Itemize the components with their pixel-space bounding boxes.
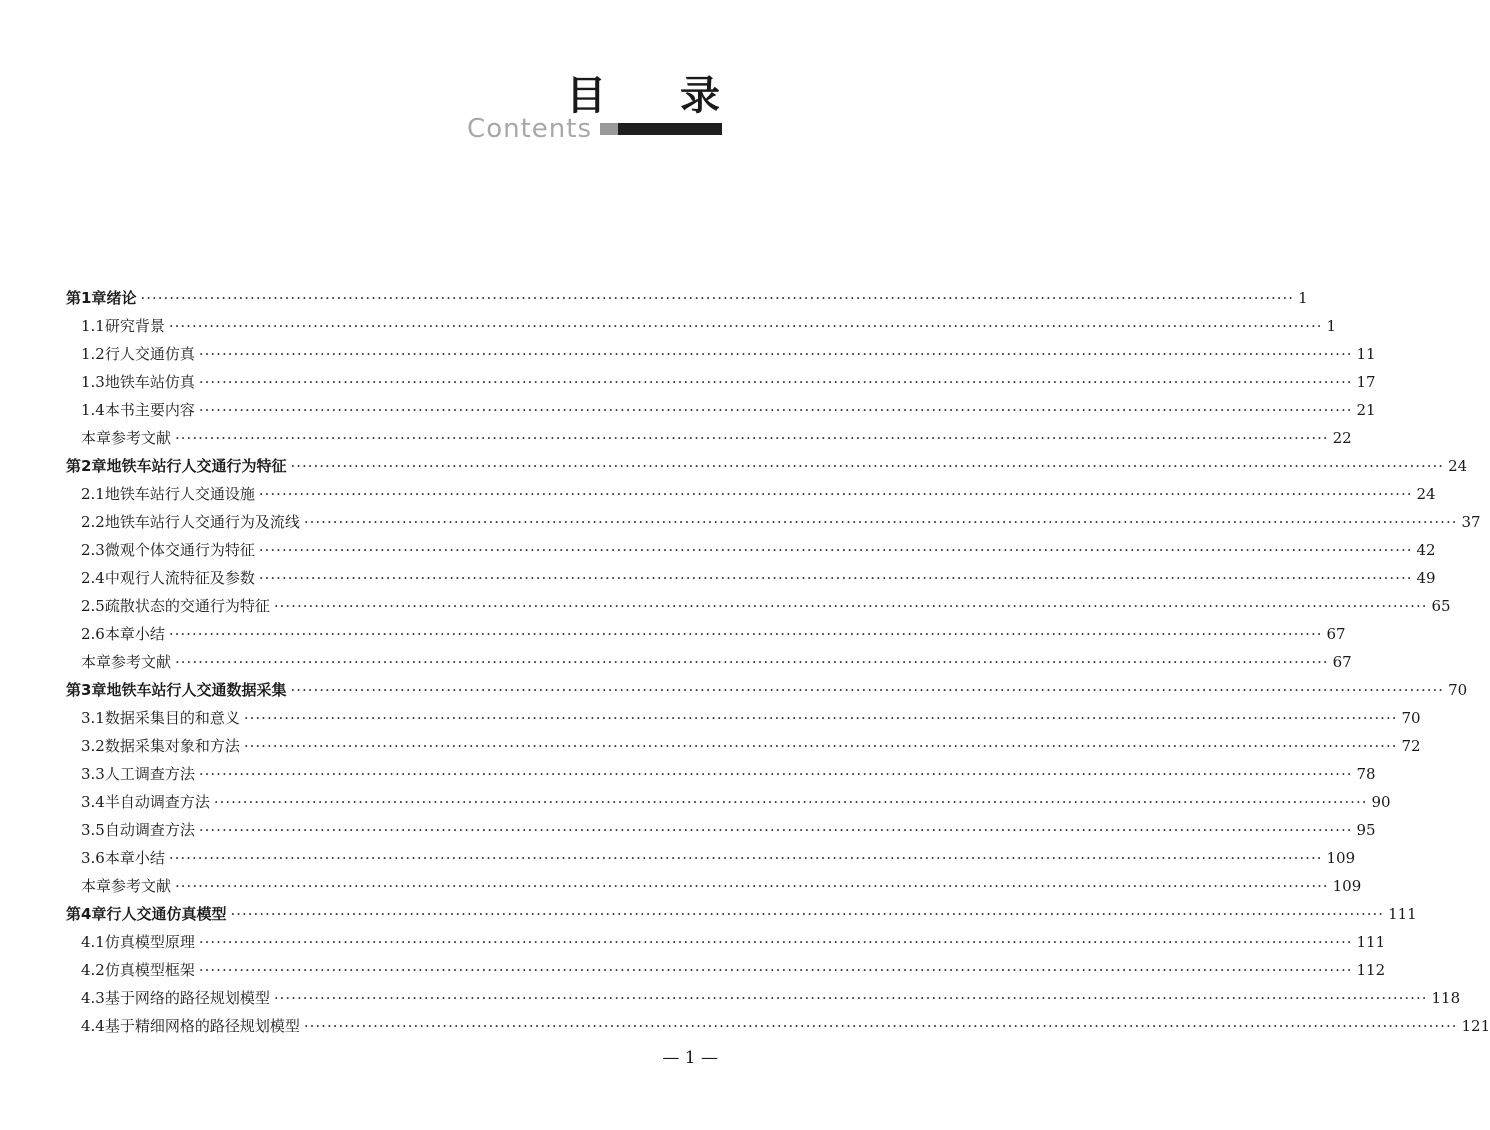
toc-leader-dots: ········································································································································································································ [198,933,1353,951]
toc-entry-label: 研究背景 [104,317,165,335]
toc-entry-number: 4.4 [81,1017,105,1035]
toc-entry-page: 49 [1416,569,1436,587]
toc-entry-number: 3.1 [81,709,105,727]
toc-entry-label: 本书主要内容 [104,401,195,419]
toc-leader-dots: ········································································································································································································ [273,597,1428,615]
toc-entry-label: 地铁车站行人交通设施 [104,485,255,503]
toc-references-entry[interactable] [66,424,1352,452]
toc-entry-page: 112 [1356,961,1386,979]
toc-entry-number: 1.4 [81,401,105,419]
toc-leader-dots: ········································································································································································································ [168,625,1323,643]
toc-entry-number: 2.4 [81,569,105,587]
toc-entry-page: 109 [1332,877,1362,895]
toc-entry-label: 数据采集目的和意义 [104,709,240,727]
toc-entry-label: 基于精细网格的路径规划模型 [104,1017,300,1035]
page-number: — 1 — [662,1048,718,1068]
toc-entry-page: 67 [1326,625,1346,643]
toc-entry-label: 行人交通仿真 [104,345,195,363]
toc-entry-label: 本章小结 [104,849,165,867]
toc-entry-page: 1 [1298,289,1308,307]
toc-section-entry[interactable] [66,732,1421,760]
toc-entry-number: 2.6 [81,625,105,643]
toc-leader-dots: ········································································································································································································ [258,569,1413,587]
toc-entry-label: 基于网络的路径规划模型 [104,989,270,1007]
toc-entry-number: 第2章 [66,457,107,475]
toc-leader-dots: ········································································································································································································ [303,513,1458,531]
toc-entry-number: 3.2 [81,737,105,755]
toc-entry-number: 第1章 [66,289,107,307]
toc-entry-page: 111 [1388,905,1417,923]
toc-entry-number: 4.3 [81,989,105,1007]
toc-entry-page: 95 [1356,821,1376,839]
toc-entry-number: 2.2 [81,513,105,531]
toc-entry-label: 行人交通仿真模型 [106,905,227,923]
toc-entry-page: 90 [1371,793,1391,811]
toc-leader-dots: ········································································································································································································ [243,737,1398,755]
toc-entry-label: 自动调查方法 [104,821,195,839]
toc-entry-label: 本章参考文献 [81,653,172,671]
toc-leader-dots: ········································································································································································································ [273,989,1428,1007]
toc-section-entry[interactable] [66,564,1436,592]
toc-chapter-entry[interactable] [66,676,1468,704]
toc-entry-page: 67 [1332,653,1352,671]
toc-references-entry[interactable] [66,872,1362,900]
toc-entry-page: 11 [1356,345,1376,363]
toc-leader-dots: ········································································································································································································ [303,1017,1458,1035]
toc-entry-label: 仿真模型原理 [104,933,195,951]
toc-leader-dots: ········································································································································································································ [198,961,1353,979]
toc-entry-label: 地铁车站仿真 [104,373,195,391]
toc-entry-number: 1.2 [81,345,105,363]
toc-chapter-entry[interactable] [66,452,1468,480]
toc-entry-page: 65 [1431,597,1451,615]
toc-entry-label: 本章小结 [104,625,165,643]
toc-leader-dots: ········································································································································································································ [175,877,1329,895]
toc-section-entry[interactable] [66,788,1391,816]
toc-entry-number: 4.2 [81,961,105,979]
toc-entry-number: 2.1 [81,485,105,503]
page-title: 目 录 [566,73,750,119]
toc-entry-label: 人工调查方法 [104,765,195,783]
toc-leader-dots: ········································································································································································································ [175,653,1329,671]
toc-section-entry[interactable] [66,536,1436,564]
toc-leader-dots: ········································································································································································································ [290,681,1445,699]
toc-entry-label: 本章参考文献 [81,429,172,447]
table-of-contents [66,284,1490,1040]
toc-leader-dots: ········································································································································································································ [230,905,1385,923]
toc-leader-dots: ········································································································································································································ [198,345,1353,363]
toc-chapter-entry[interactable] [66,900,1417,928]
toc-entry-page: 42 [1416,541,1436,559]
toc-section-entry[interactable] [66,704,1421,732]
toc-entry-number: 3.6 [81,849,105,867]
toc-entry-label: 仿真模型框架 [104,961,195,979]
toc-entry-page: 111 [1356,933,1386,951]
toc-entry-page: 21 [1356,401,1376,419]
toc-entry-label: 数据采集对象和方法 [104,737,240,755]
toc-leader-dots: ········································································································································································································ [198,821,1353,839]
toc-entry-page: 78 [1356,765,1376,783]
toc-entry-page: 70 [1401,709,1421,727]
toc-chapter-entry[interactable] [66,284,1308,312]
toc-entry-number: 4.1 [81,933,105,951]
toc-section-entry[interactable] [66,312,1337,340]
toc-leader-dots: ········································································································································································································ [198,401,1353,419]
toc-section-entry[interactable] [66,396,1376,424]
toc-section-entry[interactable] [66,508,1481,536]
toc-entry-number: 1.1 [81,317,105,335]
toc-entry-number: 2.3 [81,541,105,559]
toc-leader-dots: ········································································································································································································ [175,429,1329,447]
toc-section-entry[interactable] [66,368,1376,396]
toc-entry-page: 109 [1326,849,1356,867]
toc-entry-number: 第4章 [66,905,107,923]
toc-leader-dots: ········································································································································································································ [258,541,1413,559]
toc-entry-page: 121 [1461,1017,1490,1035]
toc-entry-page: 70 [1448,681,1468,699]
toc-entry-number: 3.5 [81,821,105,839]
toc-entry-label: 微观个体交通行为特征 [104,541,255,559]
toc-references-entry[interactable] [66,648,1352,676]
toc-entry-page: 1 [1326,317,1337,335]
toc-section-entry[interactable] [66,844,1356,872]
toc-entry-page: 72 [1401,737,1421,755]
toc-entry-number: 第3章 [66,681,107,699]
toc-entry-page: 17 [1356,373,1376,391]
toc-section-entry[interactable] [66,1012,1490,1040]
toc-leader-dots: ········································································································································································································ [168,849,1323,867]
toc-entry-label: 绪论 [106,289,137,307]
toc-entry-page: 37 [1461,513,1481,531]
toc-entry-number: 3.3 [81,765,105,783]
toc-section-entry[interactable] [66,956,1386,984]
toc-entry-page: 24 [1416,485,1436,503]
toc-entry-label: 本章参考文献 [81,877,172,895]
toc-leader-dots: ········································································································································································································ [140,289,1295,307]
toc-leader-dots: ········································································································································································································ [198,373,1353,391]
subtitle-decor-bar-dark [618,123,722,135]
toc-leader-dots: ········································································································································································································ [213,793,1368,811]
toc-leader-dots: ········································································································································································································ [198,765,1353,783]
toc-section-entry[interactable] [66,340,1376,368]
toc-entry-page: 118 [1431,989,1461,1007]
toc-section-entry[interactable] [66,928,1386,956]
toc-entry-label: 疏散状态的交通行为特征 [104,597,270,615]
toc-entry-number: 2.5 [81,597,105,615]
toc-leader-dots: ········································································································································································································ [243,709,1398,727]
toc-entry-number: 3.4 [81,793,105,811]
subtitle-row [467,116,722,142]
toc-entry-page: 22 [1332,429,1352,447]
toc-section-entry[interactable] [66,816,1376,844]
toc-entry-number: 1.3 [81,373,105,391]
toc-leader-dots: ········································································································································································································ [290,457,1445,475]
toc-entry-page: 24 [1448,457,1468,475]
toc-entry-label: 地铁车站行人交通行为及流线 [104,513,300,531]
page-subtitle: Contents [467,114,592,144]
toc-leader-dots: ········································································································································································································ [168,317,1323,335]
toc-section-entry[interactable] [66,760,1376,788]
toc-entry-label: 地铁车站行人交通数据采集 [106,681,287,699]
toc-section-entry[interactable] [66,592,1451,620]
toc-section-entry[interactable] [66,984,1461,1012]
toc-entry-label: 中观行人流特征及参数 [104,569,255,587]
toc-entry-label: 地铁车站行人交通行为特征 [106,457,287,475]
toc-section-entry[interactable] [66,620,1346,648]
toc-section-entry[interactable] [66,480,1436,508]
toc-entry-label: 半自动调查方法 [104,793,210,811]
subtitle-decor-bar-light [600,123,618,135]
toc-leader-dots: ········································································································································································································ [258,485,1413,503]
